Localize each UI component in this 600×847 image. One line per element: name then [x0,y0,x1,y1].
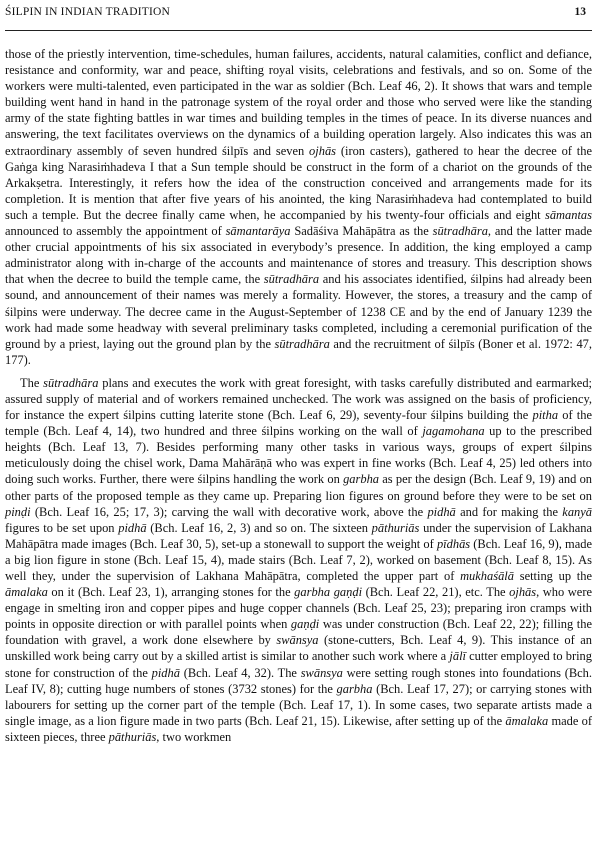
italic-term: sāmantarāya [225,224,291,239]
italic-term: sūtradhāra [43,375,99,390]
text-run: (Bch. Leaf 22, 21), etc. The [362,585,510,600]
italic-term: āmalaka [505,713,549,728]
text-run: , who were engage in smelting iron and copper pipes and huge copper channels (Bch. Leaf 25, 23); preparing iron cramps with points in opposite direction or with parallel points when [5,585,592,632]
text-run: , and the latter made other crucial appointments of his six associated in everybody’s presence. In addition, the king employed a camp administrator along with in-charge of the accounts and maintenance of stores and treasury. This description shows that when the decree to build the temple came, the [5,224,592,287]
text-run: setting up the [513,569,592,583]
text-run: of the temple (Bch. Leaf 4, 14), two hundred and three śilpins working on the wall of [5,408,593,439]
italic-term: jālī [449,649,466,664]
page-number: 13 [574,6,586,18]
text-run: plans and executes the work with great foresight, with tasks carefully distributed and earmarked; assured supply of material and of workers remained unchecked. The work was assigned on the basis of proficiency, for instance the expert śilpins cutting laterite stone (Bch. Leaf 6, 29), seventy-four śilpins building the [5,375,592,423]
italic-term: sūtradhāra [263,272,320,287]
italic-term: jagamohana [422,424,485,439]
italic-term: pinḍi [5,504,31,519]
text-run: up to the prescribed heights (Bch. Leaf 13, 7). Besides performing many other tasks in various ways, groups of expert śilpins meticulously doing the chisel work, Dama Mahārāṇā who was expert in fine works (Bch. Leaf 4, 25) led others into doing such works. Further, there were śilpins handling the work on [5,424,592,487]
text-run: (Bch. Leaf 4, 32). The [179,665,301,680]
text-run: (iron casters), gathered to hear the decree of the Gaṅga king Narasiṁhadeva I that a Sun temple should be construct in the form of a chariot on the grounds of the Arkakṣetra. Interestingly, it refers how the idea of the construction conceived and arrangements made for its completion. It is mention that after five years of his anointed, the king Narasiṁhadeva had contemplated to build such a temple. But the decree finally came when, he accompanied by his twenty-four officials and eight [5,143,592,222]
text-run: and the recruitment of śilpīs (Boner et al. 1972: 47, 177). [5,336,592,367]
italic-term: pitha [532,408,559,423]
text-run: as per the design (Bch. Leaf 9, 19) and on other parts of the proposed temple as they came up. Preparing lion figures on ground before they were to be set on [5,472,593,503]
paragraph-2 [5,375,592,745]
italic-term: pāthuriās [371,520,420,535]
text-run: (Bch. Leaf 16, 2, 3) and so on. The sixteen [146,520,372,535]
text-run: (stone-cutters, Bch. Leaf 4, 9). This instance of an unskilled work being carry out by a skilled artist is similar to another such work where a [5,633,592,664]
header-rule [5,30,592,31]
italic-term: ojhās [309,143,336,158]
italic-term: kanyā [562,504,592,519]
italic-term: ojhās [509,585,537,600]
text-run: those of the priestly intervention, time-schedules, human failures, accidents, natural calamities, conflict and defiance, resistance and conformity, war and peace, shifting royal visits, celebrations and festivals, and so on. Some of the workers were multi-talented, even participated in the war as soldier (Bch. Leaf 46, 2). It shows that wars and temple building went hand in hand in the patronage system of the royal order and those who served were like the standing army of the state fighting battles in war times and building temples in the times of peace. In its diverse nuances and answering, the text facilitates overviews on the dynamics of a building operation largely. Also indicates this was an extraordinary assembly of seven hundred śilpīs and seven [5,47,592,158]
italic-term: pidhā [151,665,180,680]
text-run: on it (Bch. Leaf 23, 1), arranging stones for the [47,585,295,600]
italic-term: gaṇḍi [290,617,320,632]
running-title: ŚILPIN IN INDIAN TRADITION [5,6,171,18]
text-run: figures to be set upon [5,520,119,535]
italic-term: garbha gaṇḍi [294,585,363,600]
italic-term: swānsya [276,633,319,648]
italic-term: āmalaka [5,585,48,600]
italic-term: sūtradhāra [432,224,488,239]
text-run: were setting rough stones into foundations (Bch. Leaf IV, 8); cutting huge numbers of stones (3732 stones) for the [5,665,592,696]
text-run: cutter employed to bring stone for construction of the [5,649,592,680]
italic-term: garbha [336,681,373,696]
paragraph-1 [5,46,592,368]
italic-term: sūtradhāra [274,336,330,351]
text-run: (Bch. Leaf 16, 25; 17, 3); carving the wall with decorative work, above the [30,504,428,519]
text-run: The [20,375,44,390]
italic-term: pidhā [118,520,147,535]
text-run: (Bch. Leaf 17, 27); or carrying stones with labourers for setting up the corner part of the temple (Bch. Leaf 17, 1). In some cases, two separate artists made a single image, as a lion figure made in two parts (Bch. Leaf 21, 15). Likewise, after setting up of the [5,681,592,728]
italic-term: garbha [343,472,380,487]
text-run: under the supervision of Lakhana Mahāpātra made images (Bch. Leaf 30, 5), set-up a stonewall to support the weight of [5,520,592,551]
text-run: made of sixteen pieces, three [5,713,592,744]
italic-term: swānsya [300,665,343,680]
text-run: announced to assembly the appointment of [5,224,226,239]
page-header [5,6,592,26]
italic-term: pīdhās [436,536,471,551]
text-run: was under construction (Bch. Leaf 22, 22); filling the foundation with gravel, a work done elsewhere by [5,617,592,648]
text-run: and his associates identified, śilpins had already been sound, and announcement of their names was merely a formality. However, the stores, a treasury and the camp of śilpins were underway. The decree came in the August-September of 1238 CE and by the end of January 1239 the work had made some headway with several preliminary tasks completed, including a ceremonial purification of the ground by a priest, laying out the ground plan by the [5,272,592,351]
italic-term: pāthuriās [108,729,157,744]
page-body [5,46,592,745]
italic-term: sāmantas [545,207,592,222]
text-run: , two workmen [156,729,232,744]
text-run: and for making the [455,504,563,519]
italic-term: mukhaśālā [460,569,514,583]
text-run: Sadāśiva Mahāpātra as the [290,224,433,239]
italic-term: pidhā [427,504,456,519]
text-run: (Bch. Leaf 16, 9), made a big lion figure in stone (Bch. Leaf 15, 4), made stairs (Bch. Leaf 7, 2), worked on basement (Bch. Leaf 8, 15). As well they, under the supervision of Lakhana Mahāpātra, completed the upper part of [5,536,592,583]
